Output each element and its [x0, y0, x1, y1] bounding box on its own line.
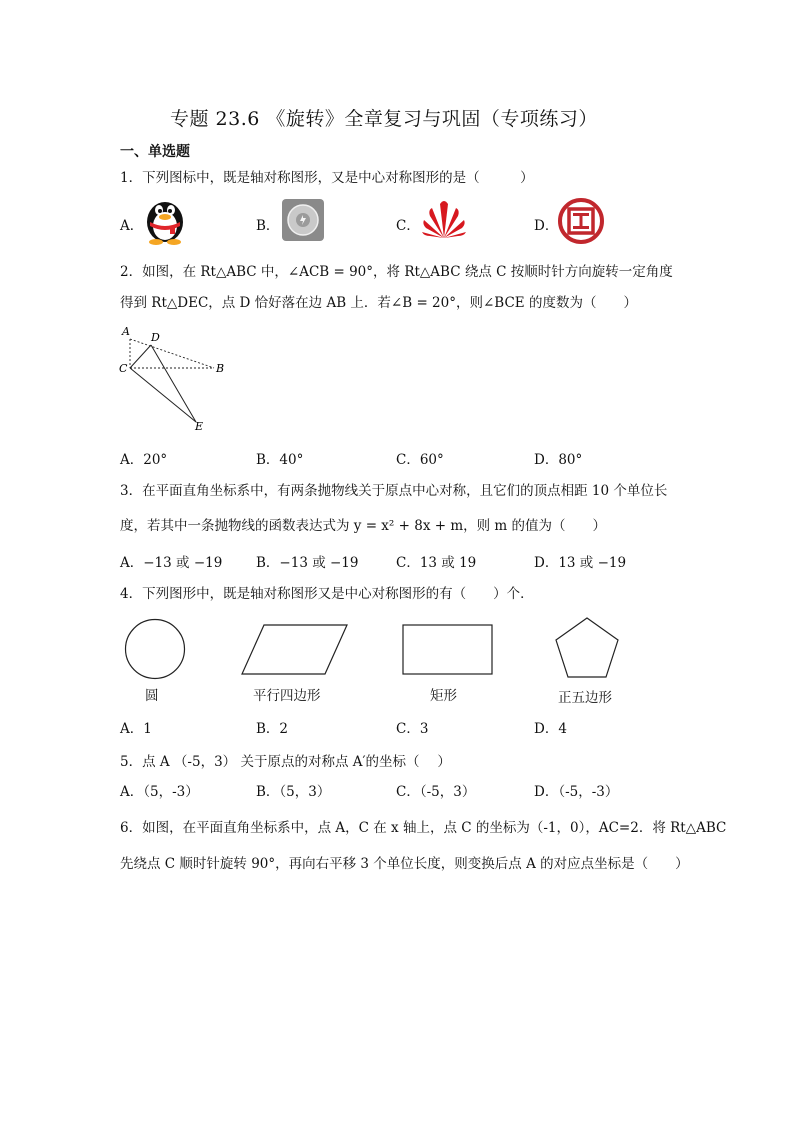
q1-option-d-label[interactable]: D． — [534, 218, 559, 234]
figure-label-c: C — [119, 362, 128, 375]
shape-caption-rectangle: 矩形 — [430, 688, 457, 704]
question-6-line-1: 6．如图，在平面直角坐标系中，点 A，C 在 x 轴上，点 C 的坐标为（-1，0），AC=2．将 Rt△ABC — [120, 820, 727, 836]
pentagon-shape-icon — [553, 616, 621, 684]
disc-icon[interactable] — [282, 199, 324, 245]
question-2-line-2: 得到 Rt△DEC，点 D 恰好落在边 AB 上．若∠B = 20°，则∠BCE 的度数为（ ） — [120, 295, 637, 311]
question-1-text: 1．下列图标中，既是轴对称图形，又是中心对称图形的是（ ） — [120, 170, 534, 186]
figure-label-e: E — [195, 420, 204, 432]
q2-triangle-figure — [116, 322, 236, 436]
q3-option-a[interactable]: A．−13 或 −19 — [120, 555, 223, 571]
page-title: 专题 23.6 《旋转》全章复习与巩固（专项练习） — [170, 108, 598, 130]
q2-option-c[interactable]: C．60° — [396, 452, 444, 468]
q1-option-c-label[interactable]: C． — [396, 218, 420, 234]
q2-option-a[interactable]: A．20° — [120, 452, 168, 468]
q2-option-b[interactable]: B．40° — [256, 452, 304, 468]
q4-option-a[interactable]: A．1 — [120, 721, 152, 737]
q4-option-c[interactable]: C．3 — [396, 721, 429, 737]
question-3-line-2: 度，若其中一条抛物线的函数表达式为 y = x² + 8x + m，则 m 的值为（ ） — [120, 518, 607, 534]
question-2-line-1: 2．如图，在 Rt△ABC 中，∠ACB = 90°，将 Rt△ABC 绕点 C 按顺时针方向旋转一定角度 — [120, 264, 673, 280]
q3-option-b[interactable]: B．−13 或 −19 — [256, 555, 359, 571]
question-3-line-1: 3．在平面直角坐标系中，有两条抛物线关于原点中心对称，且它们的顶点相距 10 个单位长 — [120, 483, 668, 499]
q3-option-d[interactable]: D．13 或 −19 — [534, 555, 627, 571]
question-4-text: 4．下列图形中，既是轴对称图形又是中心对称图形的有（ ）个． — [120, 586, 534, 602]
section-heading: 一、单选题 — [120, 144, 190, 160]
flower-logo-icon[interactable] — [420, 198, 468, 244]
parallelogram-shape-icon — [240, 624, 350, 680]
figure-label-d: D — [151, 331, 160, 344]
q5-option-a[interactable]: A．（5，-3） — [120, 784, 199, 800]
figure-label-b: B — [216, 362, 225, 375]
q2-option-d[interactable]: D．80° — [534, 452, 583, 468]
question-6-line-2: 先绕点 C 顺时针旋转 90°，再向右平移 3 个单位长度，则变换后点 A 的对应点坐标是（ ） — [120, 856, 689, 872]
q1-option-a-label[interactable]: A． — [120, 218, 144, 234]
shape-caption-pentagon: 正五边形 — [558, 690, 612, 706]
shape-caption-circle: 圆 — [145, 688, 159, 704]
circle-shape-icon — [123, 617, 187, 685]
q5-option-c[interactable]: C．（-5，3） — [396, 784, 476, 800]
bank-logo-icon[interactable] — [558, 198, 604, 248]
shape-caption-parallelogram: 平行四边形 — [253, 688, 321, 704]
rectangle-shape-icon — [402, 624, 494, 680]
q5-option-d[interactable]: D．（-5，-3） — [534, 784, 619, 800]
question-5-text: 5．点 A （-5，3） 关于原点的对称点 A′的坐标（ ） — [120, 754, 451, 770]
q5-option-b[interactable]: B．（5，3） — [256, 784, 331, 800]
q1-option-b-label[interactable]: B． — [256, 218, 280, 234]
penguin-icon[interactable] — [142, 194, 188, 250]
q3-option-c[interactable]: C．13 或 19 — [396, 555, 477, 571]
q4-option-b[interactable]: B．2 — [256, 721, 289, 737]
figure-label-a: A — [122, 325, 130, 338]
q4-option-d[interactable]: D．4 — [534, 721, 567, 737]
